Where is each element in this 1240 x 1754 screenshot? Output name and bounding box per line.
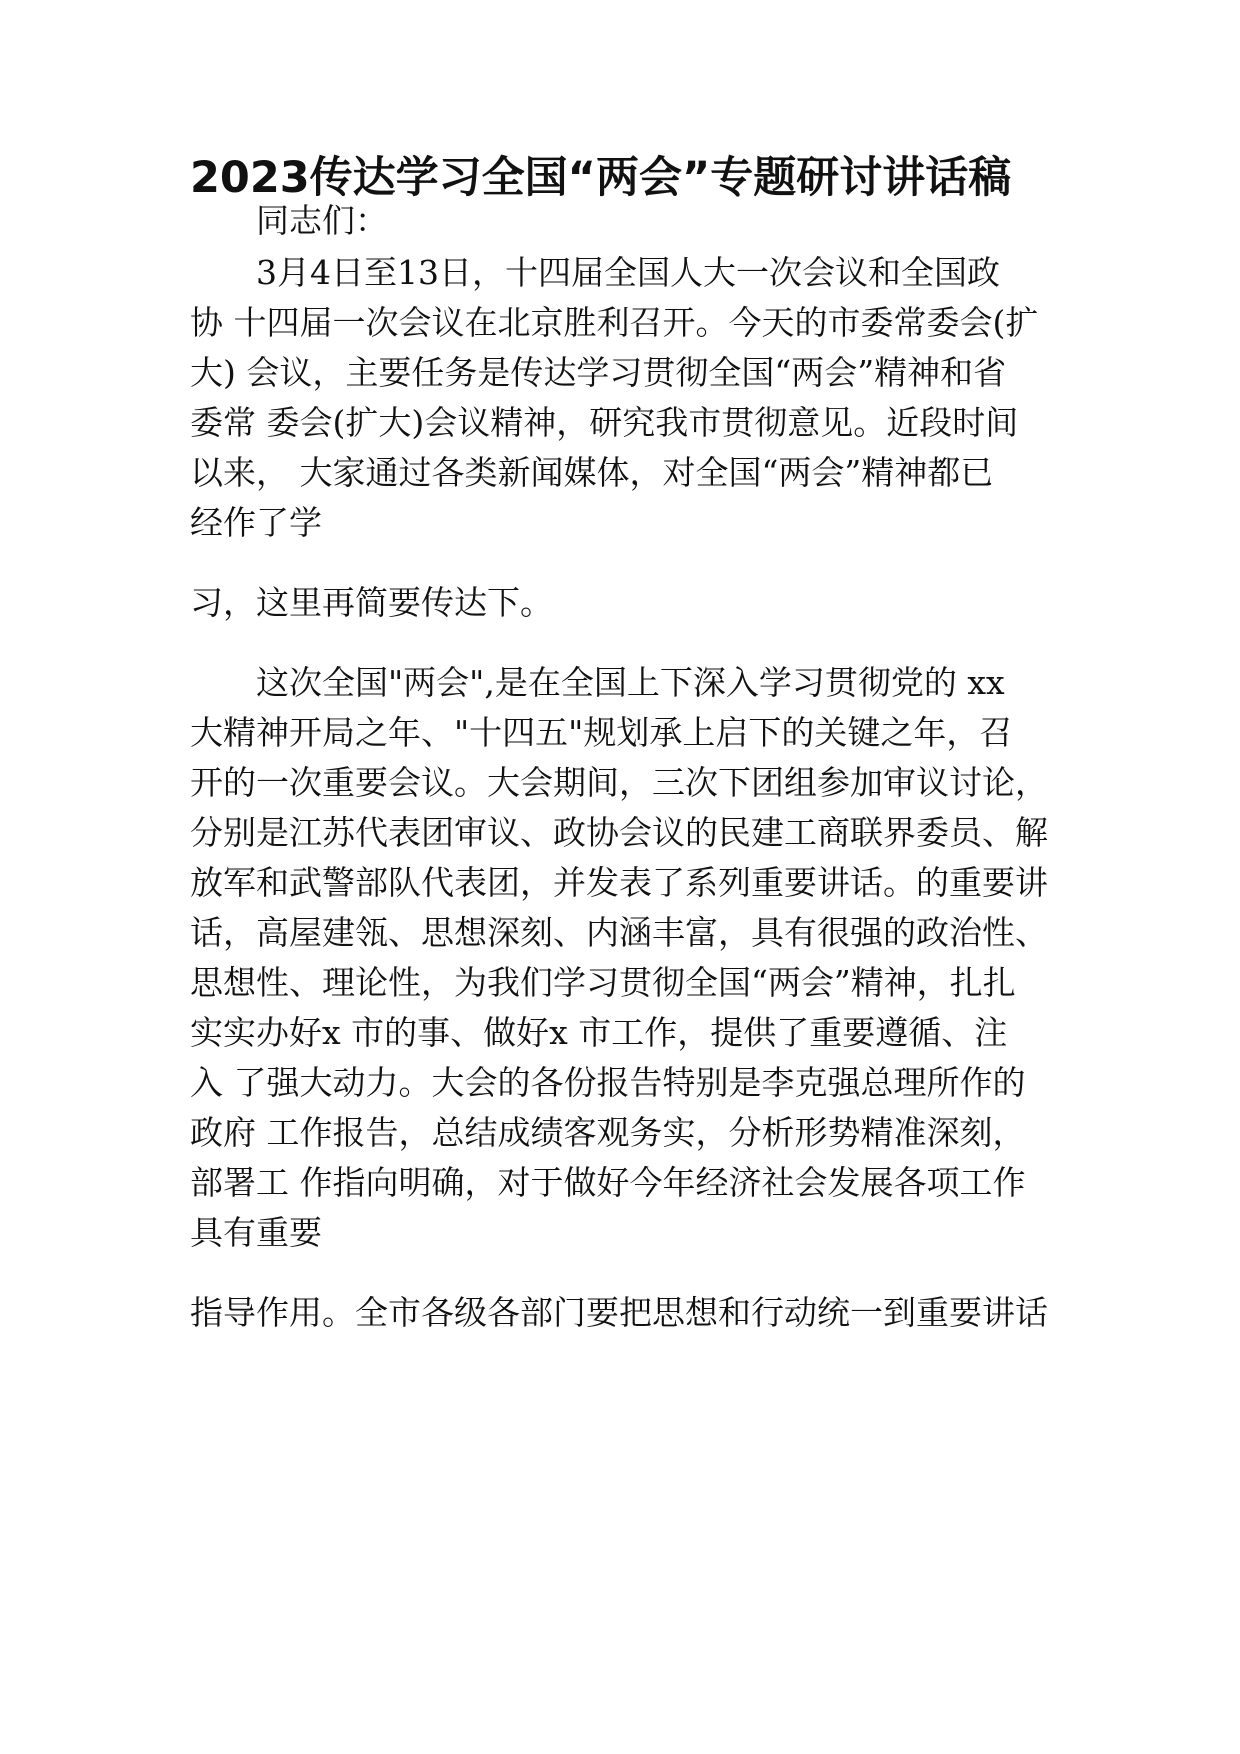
paragraph-line: 具有重要	[190, 1213, 322, 1252]
paragraph-line: 协 十四届一次会议在北京胜利召开。今天的市委常委会(扩	[190, 303, 1039, 342]
paragraph-line: 大) 会议，主要任务是传达学习贯彻全国“两会”精神和省	[190, 353, 1007, 392]
paragraph-line: 放军和武警部队代表团，并发表了系列重要讲话。的重要讲	[190, 863, 1048, 902]
paragraph-line: 话，高屋建瓴、思想深刻、内涵丰富，具有很强的政治性、	[190, 913, 1048, 952]
paragraph-line: 入 了强大动力。大会的各份报告特别是李克强总理所作的	[190, 1063, 1026, 1102]
paragraph-line: 经作了学	[190, 503, 322, 542]
paragraph-1-tail: 习，这里再简要传达下。	[190, 583, 553, 622]
paragraph-line: 部署工 作指向明确，对于做好今年经济社会发展各项工作	[190, 1163, 1026, 1202]
document-title: 2023传达学习全国“两会”专题研讨讲话稿	[190, 153, 1012, 203]
paragraph-line: 3月4日至13日，十四届全国人大一次会议和全国政	[256, 253, 1000, 292]
paragraph-line: 这次全国"两会",是在全国上下深入学习贯彻党的 xx	[256, 663, 1005, 702]
paragraph-line: 思想性、理论性，为我们学习贯彻全国“两会”精神，扎扎	[190, 963, 1016, 1002]
paragraph-line: 以来， 大家通过各类新闻媒体，对全国“两会”精神都已	[190, 453, 994, 492]
paragraph-line: 分别是江苏代表团审议、政协会议的民建工商联界委员、解	[190, 813, 1048, 852]
paragraph-line: 开的一次重要会议。大会期间，三次下团组参加审议讨论，	[190, 763, 1048, 802]
salutation: 同志们：	[256, 201, 388, 240]
paragraph-line: 政府 工作报告，总结成绩客观务实，分析形势精准深刻，	[190, 1113, 1026, 1152]
paragraph-2-tail: 指导作用。全市各级各部门要把思想和行动统一到重要讲话	[190, 1293, 1048, 1332]
paragraph-line: 实实办好x 市的事、做好x 市工作，提供了重要遵循、注	[190, 1013, 1008, 1052]
paragraph-line: 委常 委会(扩大)会议精神，研究我市贯彻意见。近段时间	[190, 403, 1019, 442]
paragraph-line: 大精神开局之年、"十四五"规划承上启下的关键之年，召	[190, 713, 1013, 752]
